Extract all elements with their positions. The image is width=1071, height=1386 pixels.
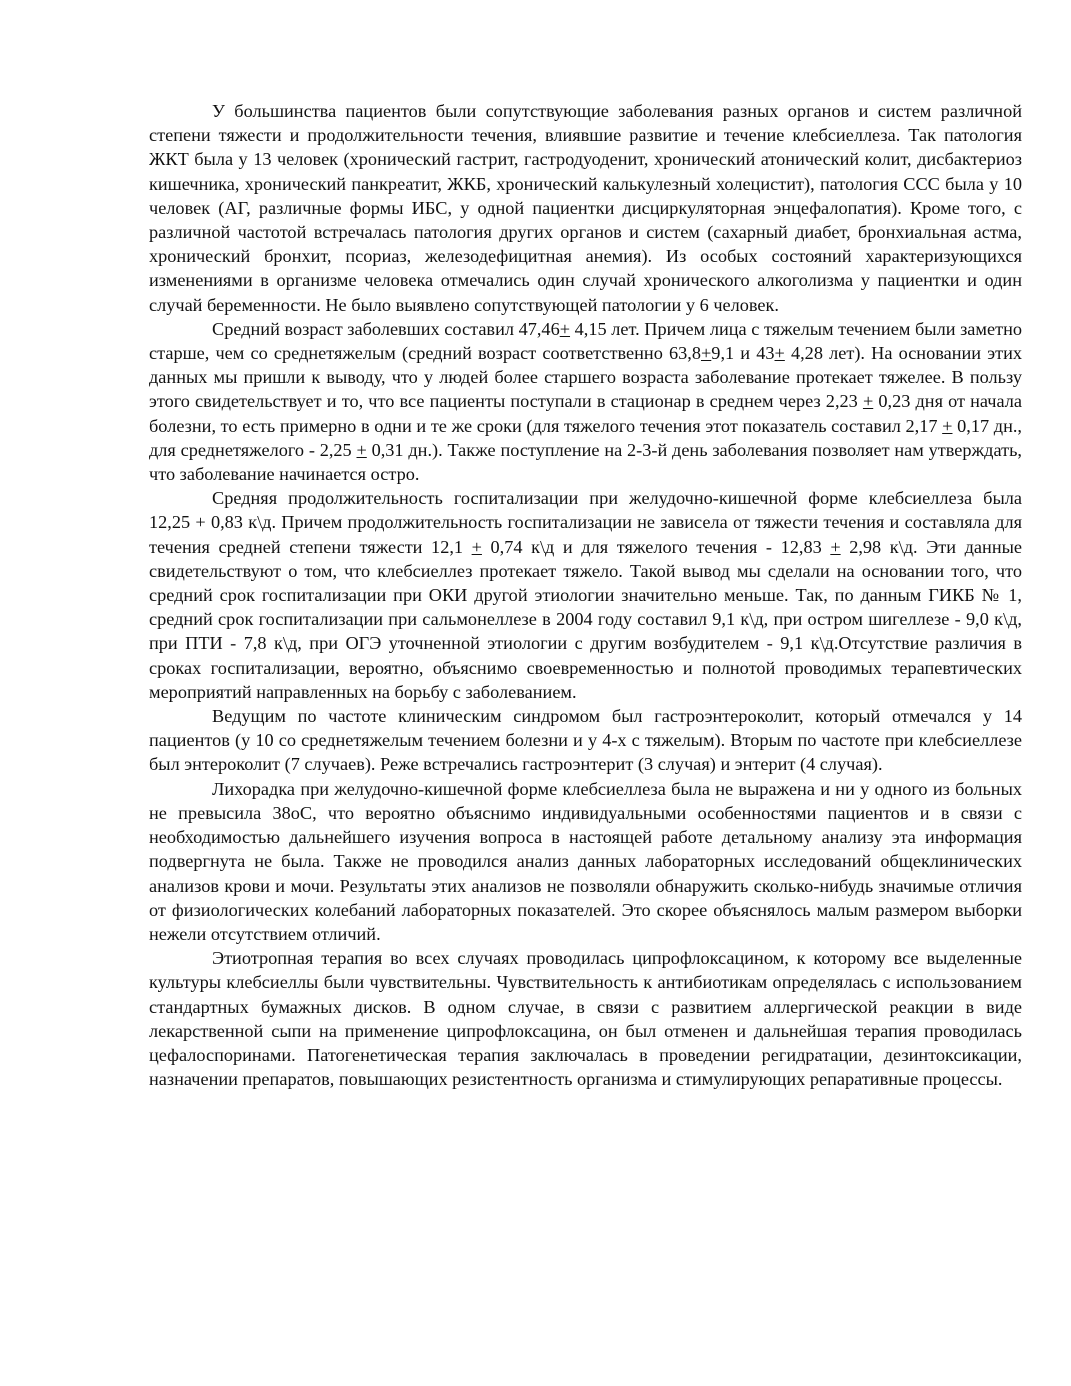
plus-minus-sign: +	[559, 318, 571, 339]
paragraph-therapy	[149, 946, 1022, 1091]
plus-minus-sign: +	[862, 391, 874, 412]
text-run: 0,23 дня от начала болезни, то есть примерно в одни и те же сроки (для тяжелого течения этот показатель составил 2,17	[149, 391, 1022, 436]
text-run: 0,31 дн.). Также поступление на 2-3-й день заболевания позволяет нам утверждать, что заболевание начинается остро.	[149, 439, 1022, 485]
text-run: Этиотропная терапия во всех случаях проводилась ципрофлоксацином, к которому все выделенные культуры клебсиеллы были чувствительны. Чувствительность к антибиотикам определялась с использованием стандартных бумажных дисков. В одном случае, в связи с развитием аллергической реакции в виде лекарственной сыпи на применение ципрофлоксацина, он был отменен и дальнейшая терапия проводилась цефалоспоринами. Патогенетическая терапия заключалась в проведении регидратации, дезинтоксикации, назначении препаратов, повышающих резистентность организма и стимулирующих репаративные процессы.	[149, 948, 1022, 1090]
plus-minus-sign: +	[356, 439, 367, 460]
text-run: 2,98 к\д. Эти данные свидетельствуют о том, что клебсиеллез протекает тяжело. Такой вывод мы сделали на основании того, что средний срок госпитализации при ОКИ другой этиологии значительно меньше. Так, по данным ГИКБ № 1, средний срок госпитализации при сальмонеллезе в 2004 году составил 9,1 к\д, при остром шигеллезе - 9,0 к\д, при ПТИ - 7,8 к\д, при ОГЭ уточненной этиологии с другим возбудителем - 9,1 к\д.Отсутствие различия в сроках госпитализации, вероятно, объяснимо своевременностью и полнотой проводимых терапевтических мероприятий направленных на борьбу с заболеванием.	[149, 536, 1022, 702]
paragraph-comorbidities	[149, 99, 1022, 317]
plus-minus-sign: +	[700, 343, 712, 364]
plus-minus-sign: +	[942, 415, 953, 436]
text-run: 9,1 и 43	[711, 343, 775, 364]
text-run: У большинства пациентов были сопутствующие заболевания разных органов и систем различной степени тяжести и продолжительности течения, влиявшие развитие и течение клебсиеллеза. Так патология ЖКТ была у 13 человек (хронический гастрит, гастродуоденит, хронический атонический колит, дисбактериоз кишечника, хронический панкреатит, ЖКБ, хронический калькулезный холецистит), патология ССС была у 10 человек (АГ, различные формы ИБС, у одной пациентки дисциркуляторная энцефалопатия). Кроме того, с различной частотой встречалась патология других органов и систем (сахарный диабет, бронхиальная астма, хронический бронхит, псориаз, железодефицитная анемия). Из особых состояний характеризующихся изменениями в организме человека отмечались один случай хронического алкоголизма у пациентки и один случай беременности. Не было выявлено сопутствующей патологии у 6 человек.	[149, 101, 1022, 315]
text-run: 4,15 лет. Причем лица с тяжелым течением были заметно старше, чем со среднетяжелым (средний возраст соответственно 63,8	[149, 318, 1023, 364]
text-run: Средняя продолжительность госпитализации при желудочно-кишечной форме клебсиеллеза была 12,25 + 0,83 к\д. Причем продолжительность госпитализации не зависела от тяжести течения и составляла для течения средней степени тяжести 12,1	[149, 488, 1022, 557]
paragraph-clinical-syndromes	[149, 704, 1022, 777]
document-page	[149, 99, 1022, 1091]
text-run: Лихорадка при желудочно-кишечной форме клебсиеллеза была не выражена и ни у одного из больных не превысила 38оС, что вероятно объяснимо индивидуальными особенностями пациентов и в связи с необходимостью дальнейшего изучения вопроса в настоящей работе детальному анализу эта информация подвергнута не была. Также не проводился анализ данных лабораторных исследований общеклинических анализов крови и мочи. Результаты этих анализов не позволяли обнаружить сколько-нибудь значимые отличия от физиологических колебаний лабораторных показателей. Это скорее объяснялось малым размером выборки нежели отсутствием отличий.	[149, 778, 1022, 944]
paragraph-hospitalization-duration	[149, 486, 1022, 704]
plus-minus-sign: +	[830, 536, 841, 557]
paragraph-fever-and-labs	[149, 777, 1022, 946]
paragraph-patient-age	[149, 317, 1022, 486]
text-run: Средний возраст заболевших составил 47,46	[212, 318, 560, 339]
text-run: 0,74 к\д и для тяжелого течения - 12,83	[481, 536, 831, 557]
text-run: Ведущим по частоте клиническим синдромом был гастроэнтероколит, который отмечался у 14 пациентов (у 10 со среднетяжелым течением болезни и у 4-х с тяжелым). Вторым по частоте при клебсиеллезе был энтероколит (7 случаев). Реже встречались гастроэнтерит (3 случая) и энтерит (4 случая).	[149, 706, 1022, 775]
text-run: 0,17 дн., для среднетяжелого - 2,25	[149, 415, 1023, 460]
text-run: 4,28 лет). На основании этих данных мы пришли к выводу, что у людей более старшего возраста заболевание протекает тяжелее. В пользу этого свидетельствует и то, что все пациенты поступали в стационар в среднем через 2,23	[149, 343, 1022, 412]
plus-minus-sign: +	[774, 343, 785, 364]
plus-minus-sign: +	[471, 536, 482, 557]
